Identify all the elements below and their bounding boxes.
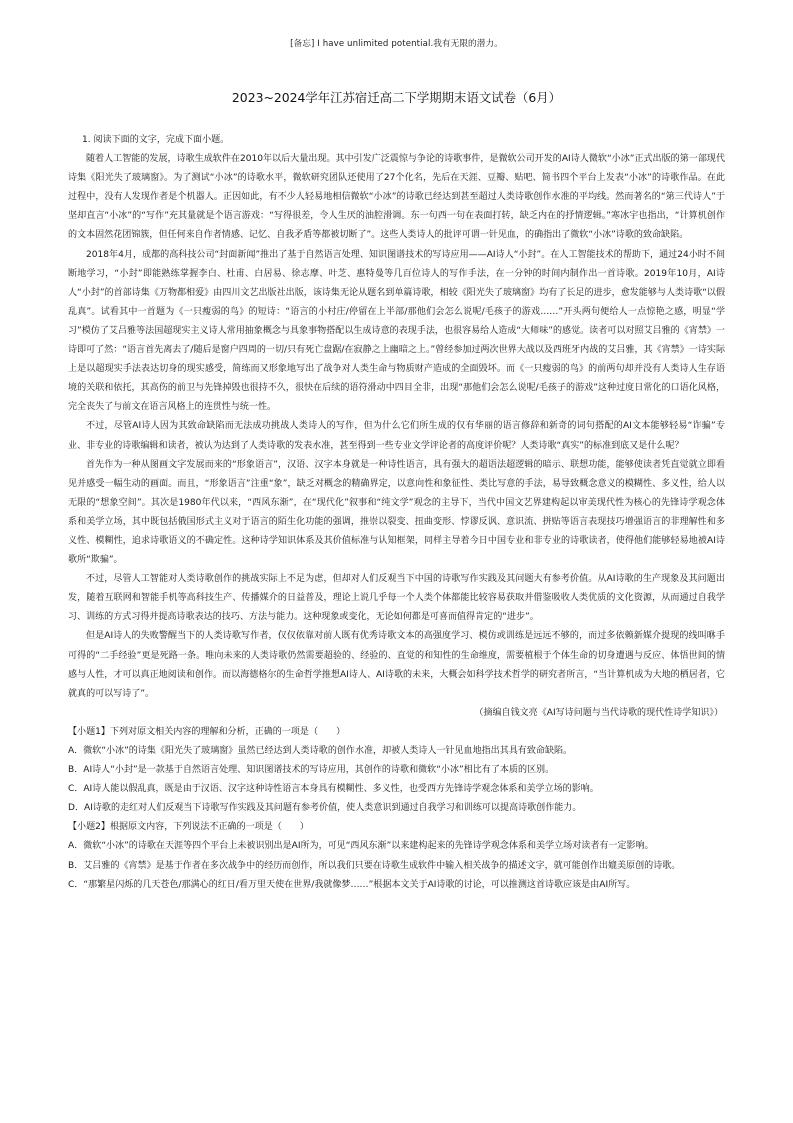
answer-option: B．AI诗人“小封”是一款基于自然语言处理、知识图谱技术的写诗应用，其创作的诗歌和微软“小冰”相比有了本质的区别。 [68, 765, 555, 776]
header-note: [备忘] I have unlimited potential.我有无限的潜力。 [290, 39, 503, 49]
answer-option: B．艾吕雅的《宵禁》是基于作者在多次战争中的经历而创作，所以我们只要在诗歌生成软件中输入相关战争的描述文字，就可能创作出媲美原创的诗歌。 [68, 860, 681, 871]
answer-option: D．AI诗歌的走红对人们反观当下诗歌写作实践及其问题有参考价值，使人类意识到通过自我学习和训练可以提高诗歌创作能力。 [68, 803, 582, 814]
passage-paragraph: 不过，尽管人工智能对人类诗歌创作的挑战实际上不足为虑，但却对人们反观当下中国的诗歌写作实践及其问题大有参考价值。从AI诗歌的生产现象及其问题出发，随着互联网和智能手机等高科技生产、传播媒介的日益普及，理论上说几乎每一个人类个体都能比较容易获取并借鉴吸收人类优质的文化资源，从而通过自我学习、训练的方式习得并提高诗歌表达的技巧、方法与能力。这种现象或变化，无论如何都是可喜而值得肯定的“进步”。 [68, 574, 725, 623]
answer-option: A．微软“小冰”的诗歌在天涯等四个平台上未被识别出是AI所为，可见“西风东渐”以来建构起来的先锋诗学观念体系和美学立场对读者有一定影响。 [68, 841, 654, 852]
sub-question-stem: 【小题2】根据原文内容，下列说法不正确的一项是（ ） [68, 822, 309, 833]
source-citation: （摘编自钱文亮《AI写诗问题与当代诗歌的现代性诗学知识》） [474, 707, 723, 718]
passage-paragraph: 首先作为一种从图画文字发展而来的“形象语言”，汉语、汉字本身就是一种诗性语言，具有强大的超语法超逻辑的暗示、联想功能，能够使读者凭直觉就立即看见并感受一幅生动的画面。而且，“形象语言”注重“象”，缺乏对概念的精确界定，以意向性和象征性、类比写意的手法，易导致概念意义的模糊性、多义性，给人以无限的“想象空间”。其次是1980年代以来，“西风东渐”，在“现代化”叙事和“纯文学”观念的主导下，当代中国文艺界建构起以审美现代性为核心的先锋诗学观念体系和美学立场，其中既包括俄国形式主义对于语言的陌生化功能的强调，推崇以裂变、扭曲变形、悖谬反讽、意识流、拼贴等语言表现技巧增强语言的非理解性和多义性、模糊性，追求诗歌语义的不确定性。这种诗学知识体系及其价值标准与认知框架，同样主导着今日中国专业和非专业的诗歌读者，使得他们能够轻易地被AI诗歌所“欺骗”。 [68, 459, 725, 566]
answer-option: C．“那繁星闪烁的几天苍色/那满心的红日/看万里天使在世界/我就像梦……”根据本文关于AI诗歌的讨论，可以推测这首诗歌应该是由AI所写。 [68, 879, 636, 890]
answer-option: A．微软“小冰”的诗集《阳光失了玻璃窗》虽然已经达到人类诗歌的创作水准，却被人类诗人一针见血地指出其具有致命缺陷。 [68, 746, 573, 756]
passage-paragraph: 2018年4月，成都的高科技公司“封面新闻”推出了基于自然语言处理、知识图谱技术的写诗应用——AI诗人“小封”。在人工智能技术的帮助下，通过24小时不间断地学习，“小封”即能熟练掌握李白、杜甫、白居易、徐志摩、叶芝、惠特曼等几百位诗人的写作手法，在一分钟的时间内制作出一首诗歌。2019年10月，AI诗人“小封”的首部诗集《万物都相爱》由四川文艺出版社出版，该诗集无论从题名到单篇诗歌，相较《阳光失了玻璃窗》均有了长足的进步，愈发能够与人类诗歌“以假乱真”。试看其中一首题为《一只瘦弱的鸟》的短诗：“语言的小村庄/停留在上半部/那他们会怎么说呢/毛孩子的游戏……”开头两句便给人一点惊艳之感，明显“学习”模仿了艾吕雅等法国超现实主义诗人常用抽象概念与具象事物搭配以生成诗意的表现手法，也很容易给人造成“大师味”的感觉。读者可以对照艾吕雅的《宵禁》一诗即可了然：“语言首先离去了/随后是窗户四周的一切/只有死亡盘踞/在寂静之上幽暗之上。”曾经参加过两次世界大战以及西班牙内战的艾吕雅，其《宵禁》一诗实际上是以超现实手法表达切身的现实感受，简练而又形象地写出了战争对人类生命与物质财产造成的全面毁坏。而《一只瘦弱的鸟》的前两句却并没有人类诗人生存语境的关联和依托，其高伤的前卫与先锋掉毁也很持不久，很快在后续的语符滑动中四目全非，出现“那他们会怎么说呢/毛孩子的游戏”这种过度日常化的口语化风格，完全丧失了与前文在语言风格上的连贯性与统一性。 [68, 249, 725, 413]
question-intro: 1. 阅读下面的文字，完成下面小题。 [82, 135, 230, 145]
passage-paragraph: 但是AI诗人的失败警醒当下的人类诗歌写作者，仅仅依靠对前人既有优秀诗歌文本的高强度学习、模仿或训练是远远不够的，而过多依赖新媒介提现的线叫咻手可得的“二手经验”更是死路一条。唯向未来的人类诗歌仍然需要超验的、经验的、直觉的和知性的生命维度，需要植根于个体生命的切身遭遇与反应、体悟世间的情感与人性，才可以真正地阅读和创作。而以海德格尔的生命哲学推想AI诗人、AI诗歌的未来，大概会如科学技术哲学的研究者所言，“当计算机成为大地的栖居者，它就真的可以写诗了”。 [68, 631, 725, 699]
document-body [68, 131, 725, 895]
passage-paragraph: 随着人工智能的发展，诗歌生成软件在2010年以后大量出现。其中引发广泛震惊与争论的诗歌事件，是微软公司开发的AI诗人微软“小冰”正式出版的第一部现代诗集《阳光失了玻璃窗》。为了测试“小冰”的诗歌水平，微软研究团队还使用了27个化名，先后在天涯、豆瓣、贴吧、简书四个平台上发表“小冰”的诗歌作品。在此过程中，没有人发现作者是个机器人。正因如此，有不少人轻易地相信微软“小冰”的诗歌已经达到甚至超过人类诗歌创作水准的平均线。然而著名的“第三代诗人”于坚却直言“小冰”的“写作”充其量就是个语言游戏：“写得很差，令人生厌的油腔滑调。东一句西一句在表面打转，缺乏内在的抒情逻辑。”寒冰宇也指出，“计算机创作的文本固然花团锦簇，但任何来自作者情感、记忆、自我矛盾等都被切断了”。这些人类诗人的批评可谓一针见血，的确指出了微软“小冰”诗歌的致命缺陷。 [68, 154, 725, 241]
page-title: 2023~2024学年江苏宿迁高二下学期期末语文试卷（6月） [231, 90, 562, 105]
passage-paragraph: 不过，尽管AI诗人因为其致命缺陷而无法成功挑战人类诗人的写作，但为什么它们所生成的仅有华丽的语言修辞和新奇的词句搭配的AI文本能够轻易“诈骗”专业、非专业的诗歌编辑和读者，被认为达到了人类诗歌的发表水准，甚至得到一些专业文学评论者的高度评价呢？人类诗歌“真实”的标准到底又是什么呢？ [68, 421, 725, 451]
answer-option: C．AI诗人能以假乱真，既是由于汉语、汉字这种诗性语言本身具有模糊性、多义性，也受西方先锋诗学观念体系和美学立场的影响。 [68, 784, 599, 795]
sub-question-stem: 【小题1】下列对原文相关内容的理解和分析，正确的一项是（ ） [68, 726, 346, 737]
